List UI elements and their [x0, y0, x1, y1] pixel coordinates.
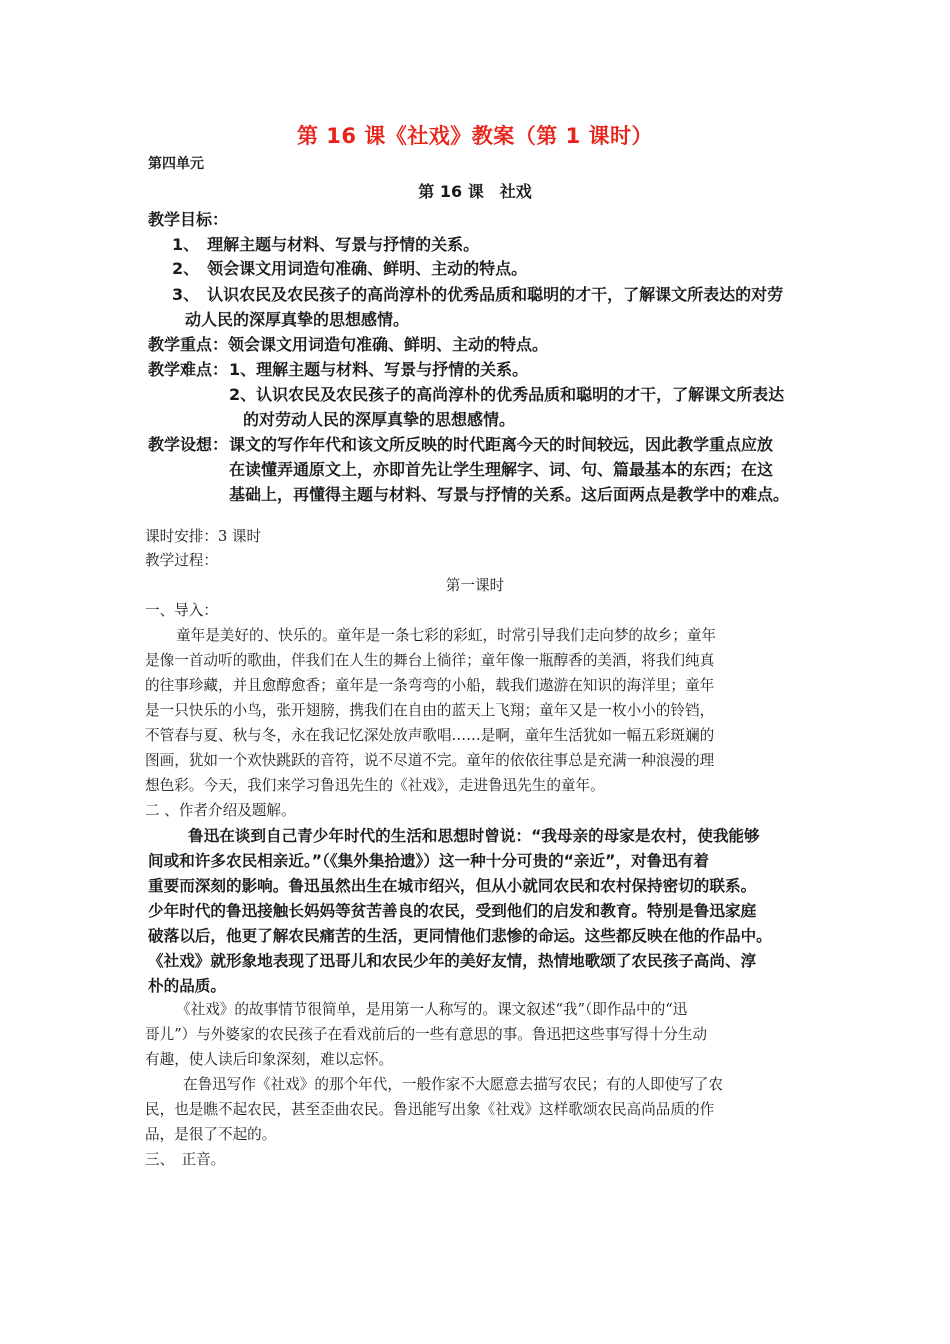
objective-item: 1、 理解主题与材料、写景与抒情的关系。	[172, 235, 480, 254]
intro-line: 的往事珍藏，并且愈醇愈香；童年是一条弯弯的小船，载我们遨游在知识的海洋里；童年	[145, 677, 715, 694]
design-line: 在读懂弄通原文上，亦即首先让学生理解字、词、句、篇最基本的东西；在这	[229, 460, 774, 479]
context-line: 品，是很了不起的。	[145, 1126, 277, 1143]
difficulty-line: 的对劳动人民的深厚真挚的思想感情。	[243, 410, 516, 429]
intro-line: 想色彩。今天，我们来学习鲁迅先生的《社戏》，走进鲁迅先生的童年。	[145, 777, 605, 794]
page-title: 第 16 课《社戏》教案（第 1 课时）	[296, 124, 654, 148]
intro-line: 图画，犹如一个欢快跳跃的音符，说不尽道不完。童年的依依往事总是充满一种浪漫的理	[145, 752, 715, 769]
author-line: 破落以后，他更了解农民痛苦的生活，更同情他们悲惨的命运。这些都反映在他的作品中。	[148, 927, 772, 945]
intro-line: 是像一首动听的歌曲，伴我们在人生的舞台上徜徉；童年像一瓶醇香的美酒，将我们纯真	[145, 652, 715, 669]
period-title: 第一课时	[445, 577, 505, 594]
difficulty-line: 1、理解主题与材料、写景与抒情的关系。	[229, 360, 529, 379]
key-point: 教学重点：领会课文用词造句准确、鲜明、主动的特点。	[148, 335, 549, 354]
section-heading: 二 、作者介绍及题解。	[145, 802, 296, 819]
intro-line: 童年是美好的、快乐的。童年是一条七彩的彩虹，时常引导我们走向梦的故乡；童年	[176, 627, 716, 644]
unit-label: 第四单元	[148, 156, 204, 172]
story-line: 有趣，使人读后印象深刻，难以忘怀。	[145, 1051, 394, 1068]
lesson-heading: 第 16 课 社戏	[418, 182, 532, 201]
author-line: 《社戏》就形象地表现了迅哥儿和农民少年的美好友情，热情地歌颂了农民孩子高尚、淳	[148, 952, 757, 970]
author-line: 少年时代的鲁迅接触长妈妈等贫苦善良的农民，受到他们的启发和教育。特别是鲁迅家庭	[148, 902, 757, 920]
section-heading: 一、导入：	[145, 602, 218, 619]
process-label: 教学过程：	[145, 552, 218, 569]
objective-item: 3、 认识农民及农民孩子的高尚淳朴的优秀品质和聪明的才干，了解课文所表达的对劳	[172, 285, 784, 304]
section-heading: 三、 正音。	[145, 1151, 226, 1168]
context-line: 民，也是瞧不起农民，甚至歪曲农民。鲁迅能写出象《社戏》这样歌颂农民高尚品质的作	[145, 1101, 715, 1118]
intro-line: 是一只快乐的小鸟，张开翅膀，携我们在自由的蓝天上飞翔；童年又是一枚小小的铃铛，	[145, 702, 715, 719]
author-line: 鲁迅在谈到自己青少年时代的生活和思想时曾说：“我母亲的母家是农村，使我能够	[188, 827, 760, 845]
difficulty-label: 教学难点：	[148, 360, 229, 379]
author-line: 朴的品质。	[148, 977, 226, 995]
difficulty-line: 2、认识农民及农民孩子的高尚淳朴的优秀品质和聪明的才干，了解课文所表达	[229, 385, 785, 404]
design-line: 基础上，再懂得主题与材料、写景与抒情的关系。这后面两点是教学中的难点。	[229, 485, 790, 504]
intro-line: 不管春与夏、秋与冬，永在我记忆深处放声歌唱……是啊，童年生活犹如一幅五彩斑斓的	[145, 727, 715, 744]
author-line: 重要而深刻的影响。鲁迅虽然出生在城市绍兴，但从小就同农民和农村保持密切的联系。	[148, 877, 757, 895]
author-line: 间或和许多农民相亲近。”（《集外集拾遗》）这一种十分可贵的“亲近”，对鲁迅有着	[148, 852, 709, 870]
context-line: 在鲁迅写作《社戏》的那个年代，一般作家不大愿意去描写农民；有的人即使写了农	[183, 1076, 723, 1093]
objective-item-cont: 动人民的深厚真挚的思想感情。	[185, 310, 410, 329]
objectives-label: 教学目标：	[148, 210, 229, 229]
story-line: 哥儿”）与外婆家的农民孩子在看戏前后的一些有意思的事。鲁迅把这些事写得十分生动	[145, 1026, 708, 1043]
design-label: 教学设想：	[148, 435, 229, 454]
schedule: 课时安排：3 课时	[145, 528, 262, 545]
story-line: 《社戏》的故事情节很简单，是用第一人称写的。课文叙述“我”（即作品中的“迅	[176, 1001, 688, 1018]
objective-item: 2、 领会课文用词造句准确、鲜明、主动的特点。	[172, 259, 528, 278]
design-line: 课文的写作年代和该文所反映的时代距离今天的时间较远，因此教学重点应放	[229, 435, 774, 454]
